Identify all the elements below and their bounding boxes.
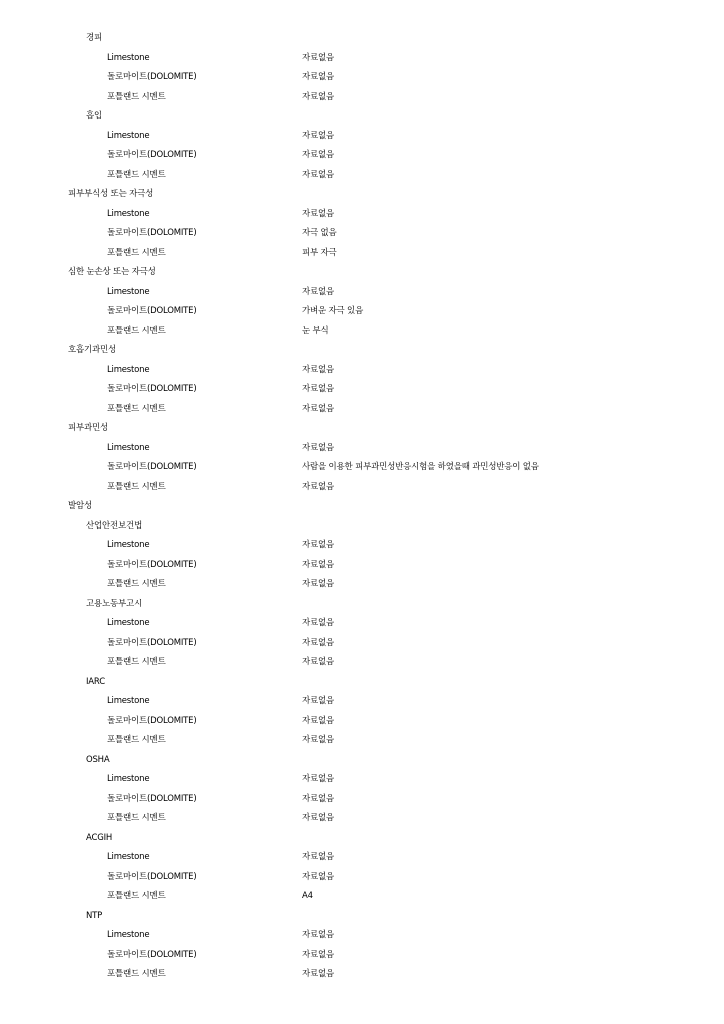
substance-row (0, 965, 724, 985)
substance-name: 돌로마이트(DOLOMITE) (107, 715, 197, 726)
heading-label: 피부부식성 또는 자극성 (68, 189, 154, 199)
substance-name: Limestone (107, 930, 150, 940)
substance-value: 자료없음 (302, 871, 335, 882)
substance-name: Limestone (107, 442, 150, 453)
substance-name: Limestone (107, 208, 150, 219)
substance-value: 자료없음 (302, 169, 335, 180)
substance-value: 자료없음 (302, 403, 335, 414)
substance-row (0, 361, 724, 381)
substance-value: 자료없음 (302, 481, 335, 492)
substance-row (0, 88, 724, 108)
substance-name: 돌로마이트(DOLOMITE) (107, 384, 197, 394)
heading-label: 호흡기과민성 (68, 345, 117, 355)
substance-row (0, 556, 724, 576)
substance-value: 가벼운 자극 있음 (302, 306, 364, 316)
substance-row (0, 439, 724, 459)
substance-name: 돌로마이트(DOLOMITE) (107, 462, 197, 472)
substance-row (0, 49, 724, 69)
subsection-heading (0, 673, 724, 693)
substance-row (0, 575, 724, 595)
substance-name: 돌로마이트(DOLOMITE) (107, 72, 197, 82)
heading-label: IARC (86, 676, 105, 687)
substance-value: 자료없음 (302, 852, 335, 862)
substance-name: 돌로마이트(DOLOMITE) (107, 793, 197, 804)
substance-row (0, 634, 724, 654)
substance-row (0, 926, 724, 946)
substance-name: Limestone (107, 852, 150, 862)
substance-name: Limestone (107, 540, 150, 550)
heading-label: ACGIH (86, 832, 113, 843)
substance-row (0, 244, 724, 264)
substance-value: 자료없음 (302, 637, 335, 648)
substance-row (0, 283, 724, 303)
section-heading (0, 419, 724, 439)
substance-name: 돌로마이트(DOLOMITE) (107, 150, 197, 160)
heading-label: NTP (86, 910, 103, 921)
heading-label: 흡입 (86, 111, 103, 121)
substance-name: 포틀랜드 시멘트 (107, 579, 166, 589)
substance-name: 포틀랜드 시멘트 (107, 891, 166, 901)
substance-name: Limestone (107, 696, 150, 706)
substance-value: A4 (302, 891, 313, 901)
substance-row (0, 887, 724, 907)
substance-value: 눈 부식 (302, 325, 329, 336)
substance-name: 포틀랜드 시멘트 (107, 325, 166, 336)
substance-row (0, 127, 724, 147)
substance-name: 포틀랜드 시멘트 (107, 969, 166, 979)
substance-name: 돌로마이트(DOLOMITE) (107, 559, 197, 570)
substance-value: 피부 자극 (302, 247, 337, 258)
substance-row (0, 380, 724, 400)
substance-value: 자료없음 (302, 813, 335, 823)
substance-row (0, 536, 724, 556)
section-heading (0, 497, 724, 517)
substance-value: 자료없음 (302, 559, 335, 570)
subsection-heading (0, 29, 724, 49)
substance-value: 자료없음 (302, 579, 335, 589)
substance-row (0, 224, 724, 244)
substance-name: 포틀랜드 시멘트 (107, 657, 166, 667)
substance-value: 자료없음 (302, 949, 335, 960)
substance-value: 자료없음 (302, 657, 335, 667)
substance-row (0, 205, 724, 225)
substance-row (0, 614, 724, 634)
substance-value: 자료없음 (302, 52, 335, 63)
hazard-info-document (0, 29, 724, 985)
substance-value: 자료없음 (302, 793, 335, 804)
heading-label: OSHA (86, 754, 110, 765)
subsection-heading (0, 595, 724, 615)
substance-value: 자료없음 (302, 130, 335, 141)
substance-value: 자료없음 (302, 72, 335, 82)
substance-value: 자료없음 (302, 715, 335, 726)
substance-row (0, 653, 724, 673)
substance-name: 포틀랜드 시멘트 (107, 481, 166, 492)
substance-name: Limestone (107, 52, 150, 63)
substance-row (0, 946, 724, 966)
substance-value: 자료없음 (302, 384, 335, 394)
section-heading (0, 185, 724, 205)
substance-row (0, 848, 724, 868)
heading-label: 산업안전보건법 (86, 520, 143, 531)
substance-name: 돌로마이트(DOLOMITE) (107, 228, 197, 238)
substance-value: 자극 없음 (302, 228, 337, 238)
substance-value: 자료없음 (302, 735, 335, 745)
substance-row (0, 302, 724, 322)
section-heading (0, 341, 724, 361)
substance-value: 자료없음 (302, 969, 335, 979)
substance-value: 자료없음 (302, 696, 335, 706)
substance-name: 돌로마이트(DOLOMITE) (107, 949, 197, 960)
substance-row (0, 458, 724, 478)
substance-name: Limestone (107, 618, 150, 628)
substance-name: Limestone (107, 286, 150, 297)
heading-label: 심한 눈손상 또는 자극성 (68, 267, 156, 277)
substance-name: Limestone (107, 130, 150, 141)
substance-value: 자료없음 (302, 618, 335, 628)
substance-name: 포틀랜드 시멘트 (107, 169, 166, 180)
substance-name: Limestone (107, 364, 150, 375)
subsection-heading (0, 517, 724, 537)
heading-label: 경피 (86, 33, 103, 43)
substance-name: 돌로마이트(DOLOMITE) (107, 871, 197, 882)
substance-row (0, 146, 724, 166)
heading-label: 발암성 (68, 501, 93, 511)
substance-row (0, 809, 724, 829)
heading-label: 고용노동부고시 (86, 598, 143, 609)
substance-name: 돌로마이트(DOLOMITE) (107, 637, 197, 648)
substance-name: 포틀랜드 시멘트 (107, 403, 166, 414)
substance-row (0, 166, 724, 186)
substance-value: 사람을 이용한 피부과민성반응시험을 하였을때 과민성반응이 없음 (302, 462, 539, 472)
subsection-heading (0, 107, 724, 127)
substance-row (0, 790, 724, 810)
substance-row (0, 868, 724, 888)
section-heading (0, 263, 724, 283)
substance-name: 포틀랜드 시멘트 (107, 91, 166, 102)
substance-row (0, 770, 724, 790)
substance-value: 자료없음 (302, 91, 335, 102)
substance-row (0, 68, 724, 88)
substance-row (0, 400, 724, 420)
substance-row (0, 478, 724, 498)
substance-value: 자료없음 (302, 930, 335, 940)
heading-label: 피부과민성 (68, 423, 109, 433)
substance-row (0, 692, 724, 712)
subsection-heading (0, 907, 724, 927)
substance-row (0, 322, 724, 342)
substance-name: 포틀랜드 시멘트 (107, 735, 166, 745)
substance-name: Limestone (107, 774, 150, 784)
substance-value: 자료없음 (302, 540, 335, 550)
subsection-heading (0, 829, 724, 849)
substance-value: 자료없음 (302, 774, 335, 784)
substance-value: 자료없음 (302, 208, 335, 219)
substance-row (0, 712, 724, 732)
substance-name: 돌로마이트(DOLOMITE) (107, 306, 197, 316)
substance-value: 자료없음 (302, 442, 335, 453)
substance-value: 자료없음 (302, 286, 335, 297)
substance-value: 자료없음 (302, 150, 335, 160)
substance-name: 포틀랜드 시멘트 (107, 247, 166, 258)
substance-row (0, 731, 724, 751)
substance-name: 포틀랜드 시멘트 (107, 813, 166, 823)
subsection-heading (0, 751, 724, 771)
substance-value: 자료없음 (302, 364, 335, 375)
